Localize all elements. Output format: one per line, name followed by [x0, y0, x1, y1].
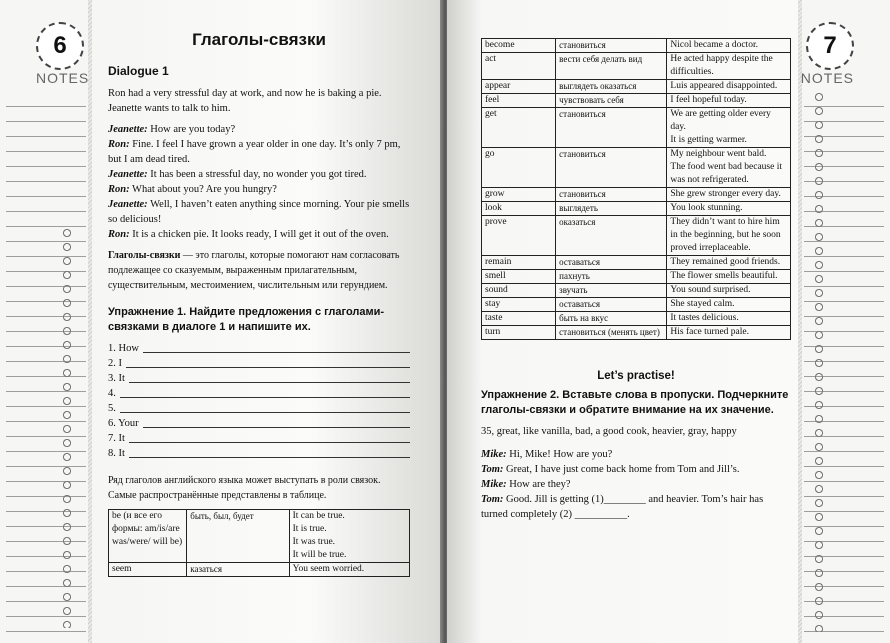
translation-cell: становиться: [556, 39, 667, 53]
dialogue-line: [108, 167, 410, 182]
verb-cell: turn: [482, 326, 556, 340]
verb-cell: remain: [482, 256, 556, 270]
right-spiral-holes: [814, 92, 824, 632]
translation-cell: оставаться: [556, 256, 667, 270]
translation-cell: становиться: [556, 148, 667, 188]
example-cell: It tastes delicious.: [667, 312, 791, 326]
dialogue-line: [108, 227, 410, 242]
table-row: [482, 216, 791, 256]
translation-cell: становиться: [556, 108, 667, 148]
verb-cell: go: [482, 148, 556, 188]
definition-term: Глаголы-связки: [108, 250, 181, 261]
table-row: [482, 298, 791, 312]
answer-row[interactable]: [108, 386, 410, 401]
right-page-number: 7: [806, 22, 854, 70]
dialogue-heading: Dialogue 1: [108, 64, 169, 78]
answer-line[interactable]: [143, 416, 410, 428]
table-row: [482, 284, 791, 298]
left-note-lines: [6, 92, 86, 632]
verb-cell: become: [482, 39, 556, 53]
answer-label: 7. It: [108, 433, 125, 444]
verb-cell: grow: [482, 188, 556, 202]
exercise-2-title: Упражнение 2. Вставьте слова в пропуски. Подчеркните глаголы-связки и обратите внимание на их значение.: [481, 389, 789, 416]
word-bank: 35, great, like vanilla, bad, a good cook, heavier, gray, happy: [481, 426, 737, 437]
table-row: [482, 256, 791, 270]
translation-cell: пахнуть: [556, 270, 667, 284]
verb-cell: taste: [482, 312, 556, 326]
translation-cell: чувствовать себя: [556, 94, 667, 108]
verb-cell: appear: [482, 80, 556, 94]
example-cell: He acted happy despite the difficulties.: [667, 53, 791, 80]
example-cell: You sound surprised.: [667, 284, 791, 298]
speaker: Jeanette:: [108, 199, 148, 210]
dialogue-1: [108, 122, 410, 242]
translation-cell: казаться: [187, 563, 289, 577]
table-row: [482, 188, 791, 202]
verb-cell: act: [482, 53, 556, 80]
answer-label: 8. It: [108, 448, 125, 459]
dialogue-2: [481, 447, 791, 522]
table-row: [482, 312, 791, 326]
right-page: [447, 0, 890, 643]
translation-cell: быть, был, будет: [187, 510, 289, 563]
answer-row[interactable]: [108, 356, 410, 371]
verb-cell: be (и все его формы: am/is/are was/were/ will be): [109, 510, 187, 563]
page-title: Глаголы-связки: [192, 30, 326, 49]
speaker: Tom:: [481, 494, 504, 505]
left-content: [108, 30, 410, 577]
dialogue-intro: Ron had a very stressful day at work, and now he is baking a pie. Jeanette wants to talk to him.: [108, 88, 382, 114]
left-page: [0, 0, 443, 643]
table-row: [482, 108, 791, 148]
example-cell: The flower smells beautiful.: [667, 270, 791, 284]
translation-cell: становиться (менять цвет): [556, 326, 667, 340]
answer-line[interactable]: [126, 356, 410, 368]
verb-cell: stay: [482, 298, 556, 312]
dialogue-line: [481, 477, 791, 492]
example-cell: Nicol became a doctor.: [667, 39, 791, 53]
dialogue-line: [108, 137, 410, 167]
answer-label: 5.: [108, 403, 116, 414]
linking-verbs-table-part-1: [108, 509, 410, 577]
line-text: Fine. I feel I have grown a year older in one day. It’s only 7 pm, but I am dead tired.: [108, 139, 401, 165]
verb-cell: prove: [482, 216, 556, 256]
left-notes-label: NOTES: [36, 70, 90, 86]
dialogue-line: [481, 447, 791, 462]
exercise-1-title: Упражнение 1. Найдите предложения с глаголами-связками в диалоге 1 и напишите их.: [108, 306, 385, 333]
answer-line[interactable]: [129, 446, 410, 458]
definition: [108, 248, 410, 293]
example-cell: Luis appeared disappointed.: [667, 80, 791, 94]
verb-cell: look: [482, 202, 556, 216]
example-cell: I feel hopeful today.: [667, 94, 791, 108]
answer-label: 4.: [108, 388, 116, 399]
answer-row[interactable]: [108, 431, 410, 446]
translation-cell: вести себя делать вид: [556, 53, 667, 80]
table-intro: Ряд глаголов английского языка может выступать в роли связок. Самые распространённые представлены в таблице.: [108, 475, 381, 501]
answer-row[interactable]: [108, 446, 410, 461]
translation-cell: выглядеть оказаться: [556, 80, 667, 94]
dialogue-line: [108, 197, 410, 227]
table-row: [109, 563, 410, 577]
example-cell: My neighbour went bald. The food went bad because it was not refrigerated.: [667, 148, 791, 188]
table-row: [482, 270, 791, 284]
line-text: It has been a stressful day, no wonder you got tired.: [147, 169, 367, 180]
answer-line[interactable]: [129, 431, 410, 443]
line-text: Hi, Mike! How are you?: [506, 449, 613, 460]
table-row: [482, 148, 791, 188]
dialogue-line: [108, 122, 410, 137]
answer-label: 3. It: [108, 373, 125, 384]
table-row: [482, 202, 791, 216]
definition-text: — это глаголы, которые помогают нам согласовать подлежащее со сказуемым, выраженным прилагательным, существительным, местоимением, числительным или герундием.: [108, 250, 400, 291]
answer-row[interactable]: [108, 416, 410, 431]
left-spiral-holes: [62, 228, 72, 628]
answer-label: 6. Your: [108, 418, 139, 429]
speaker: Ron:: [108, 229, 130, 240]
answer-row[interactable]: [108, 401, 410, 416]
example-cell: We are getting older every day. It is getting warmer.: [667, 108, 791, 148]
line-text: How are they?: [506, 479, 571, 490]
line-text: What about you? Are you hungry?: [129, 184, 277, 195]
table-row: [482, 80, 791, 94]
linking-verbs-table-part-2: [481, 38, 791, 340]
table-row: [482, 326, 791, 340]
translation-cell: оставаться: [556, 298, 667, 312]
example-cell: They didn’t want to hire him in the beginning, but he soon proved irreplaceable.: [667, 216, 791, 256]
answer-label: 1. How: [108, 343, 139, 354]
speaker: Mike:: [481, 479, 507, 490]
line-text: Well, I haven’t eaten anything since morning. Your pie smells so delicious!: [108, 199, 410, 225]
speaker: Jeanette:: [108, 124, 148, 135]
example-cell: It can be true. It is true. It was true. It will be true.: [289, 510, 409, 563]
verb-cell: sound: [482, 284, 556, 298]
example-cell: You seem worried.: [289, 563, 409, 577]
table-row: [109, 510, 410, 563]
speaker: Tom:: [481, 464, 504, 475]
right-content: [481, 38, 791, 522]
example-cell: She stayed calm.: [667, 298, 791, 312]
example-cell: They remained good friends.: [667, 256, 791, 270]
verb-cell: seem: [109, 563, 187, 577]
example-cell: You look stunning.: [667, 202, 791, 216]
translation-cell: становиться: [556, 188, 667, 202]
dialogue-line: [108, 182, 410, 197]
answer-row[interactable]: [108, 371, 410, 386]
line-text: Great, I have just come back home from Tom and Jill’s.: [503, 464, 740, 475]
dialogue-line: [481, 462, 791, 477]
answer-row[interactable]: [108, 341, 410, 356]
table-row: [482, 94, 791, 108]
line-text: Good. Jill is getting (1)________ and heavier. Tom’s hair has turned completely (2) __________.: [481, 494, 764, 520]
practise-heading: Let’s practise!: [597, 370, 675, 382]
answer-line[interactable]: [143, 341, 410, 353]
speaker: Mike:: [481, 449, 507, 460]
right-notes-label: NOTES: [800, 70, 854, 86]
left-page-number: 6: [36, 22, 84, 70]
example-cell: His face turned pale.: [667, 326, 791, 340]
answer-line[interactable]: [120, 401, 410, 413]
table-row: [482, 39, 791, 53]
translation-cell: звучать: [556, 284, 667, 298]
speaker: Ron:: [108, 139, 130, 150]
verb-cell: smell: [482, 270, 556, 284]
answer-label: 2. I: [108, 358, 122, 369]
example-cell: She grew stronger every day.: [667, 188, 791, 202]
answer-line[interactable]: [129, 371, 410, 383]
verb-cell: get: [482, 108, 556, 148]
line-text: How are you today?: [147, 124, 236, 135]
translation-cell: выглядеть: [556, 202, 667, 216]
answer-line[interactable]: [120, 386, 410, 398]
verb-cell: feel: [482, 94, 556, 108]
translation-cell: быть на вкус: [556, 312, 667, 326]
table-row: [482, 53, 791, 80]
exercise-1-answers: [108, 341, 410, 461]
dialogue-line: [481, 492, 791, 522]
speaker: Ron:: [108, 184, 130, 195]
speaker: Jeanette:: [108, 169, 148, 180]
translation-cell: оказаться: [556, 216, 667, 256]
line-text: It is a chicken pie. It looks ready, I will get it out of the oven.: [129, 229, 389, 240]
